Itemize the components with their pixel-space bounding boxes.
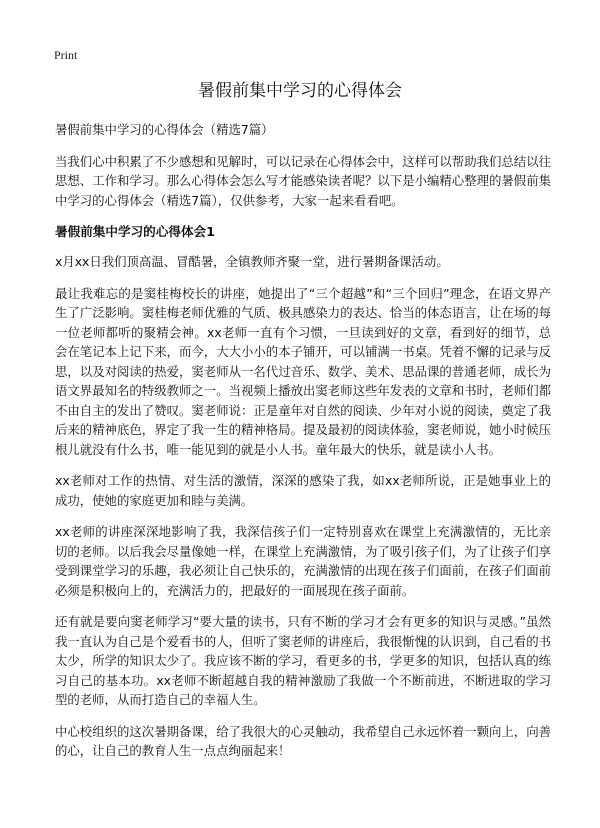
body-paragraph: xx老师对工作的热情、对生活的激情，深深的感染了我，如xx老师所说，正是她事业上的成功，使她的家庭更加和睦与美满。: [55, 473, 551, 508]
body-paragraph: 还有就是要向窦老师学习“要大量的读书，只有不断的学习才会有更多的知识与灵感。”虽然我一直认为自己是个爱看书的人，但听了窦老师的讲座后，我很惭愧的认识到，自己看的书太少，所学的知识太少了。我应该不断的学习，看更多的书，学更多的知识，包括认真的练习自己的基本功。xx老师不断超越自我的精神激励了我做一个不断前进，不断进取的学习型的老师，从而打造自己的幸福人生。: [55, 614, 551, 707]
print-link[interactable]: Print: [54, 48, 78, 62]
body-paragraph: x月xx日我们顶高温、冒酷暑，全镇教师齐聚一堂，进行暑期备课活动。: [55, 254, 449, 269]
document-subtitle: 暑假前集中学习的心得体会（精选7篇）: [55, 122, 274, 137]
document-title: 暑假前集中学习的心得体会: [198, 81, 402, 101]
section-heading: 暑假前集中学习的心得体会1: [55, 224, 215, 239]
body-paragraph: xx老师的讲座深深地影响了我，我深信孩子们一定特别喜欢在课堂上充满激情的，无比亲切的老师。以后我会尽量像她一样，在课堂上充满激情，为了吸引孩子们，为了让孩子们享受到课堂学习的乐趣，我必须让自己快乐的，充满激情的出现在孩子们面前，在孩子们面前必须是积极向上的，充满活力的，把最好的一面展现在孩子面前。: [55, 524, 551, 598]
document-body: [55, 120, 551, 773]
body-paragraph: 中心校组织的这次暑期备课，给了我很大的心灵触动，我希望自己永远怀着一颗向上，向善的心，让自己的教育人生一点点绚丽起来！: [55, 723, 551, 758]
intro-paragraph: 当我们心中积累了不少感想和见解时，可以记录在心得体会中，这样可以帮助我们总结以往思想、工作和学习。那么心得体会怎么写才能感染读者呢？以下是小编精心整理的暑假前集中学习的心得体会（精选7篇），仅供参考，大家一起来看看吧。: [55, 153, 551, 208]
body-paragraph: 最让我难忘的是窦桂梅校长的讲座，她提出了“三个超越”和“三个回归”理念，在语文界产生了广泛影响。窦桂梅老师优雅的气质、极具感染力的表达、恰当的体态语言，让在场的每一位老师都听的聚精会神。xx老师一直有个习惯，一旦读到好的文章，看到好的细节，总会在笔记本上记下来，而今，大大小小的本子铺开，可以铺满一书桌。凭着不懈的记录与反思，以及对阅读的热爱，窦老师从一名代过音乐、数学、美术、思品课的普通老师，成长为语文界最知名的特级教师之一。当视频上播放出窦老师这些年发表的文章和书时，老师们都不由自主的发出了赞叹。窦老师说：正是童年对自然的阅读、少年对小说的阅读，奠定了我后来的精神底色，界定了我一生的精神格局。提及最初的阅读体验，窦老师说，她小时候压根儿就没有什么书，唯一能见到的就是小人书。童年最大的快乐，就是读小人书。: [55, 285, 551, 457]
